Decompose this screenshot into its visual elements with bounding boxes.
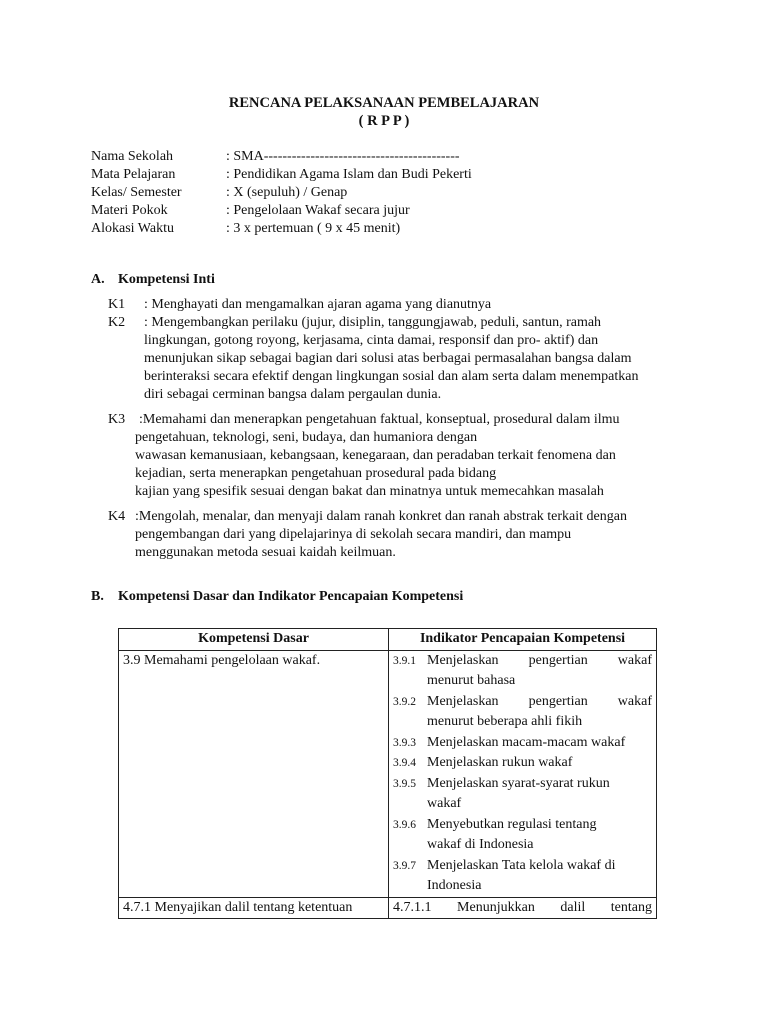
indicator-line: Menjelaskan rukun wakaf xyxy=(427,755,573,770)
indicator-line: Menjelaskan Tata kelola wakaf di xyxy=(427,857,616,873)
indicator-line: Menjelaskan pengertian wakaf xyxy=(427,652,652,668)
info-value: : SMA------------------------------------------ xyxy=(226,149,460,164)
ki-text-line: pengembangan dari yang dipelajarinya di sekolah secara mandiri, dan mampu xyxy=(135,527,572,542)
ki-text-line: : Menghayati dan mengamalkan ajaran agama yang dianutnya xyxy=(144,297,492,312)
indicator-line: wakaf di Indonesia xyxy=(427,837,534,852)
ki-text-line: kajian yang spesifik sesuai dengan bakat dan minatnya untuk memecahkan masalah xyxy=(135,484,604,499)
indicator-cell xyxy=(389,650,657,897)
indicator-line: menurut bahasa xyxy=(427,673,516,688)
column-header: Kompetensi Dasar xyxy=(119,629,389,651)
info-value: : Pendidikan Agama Islam dan Budi Pekerti xyxy=(226,167,472,182)
ki-code: K3 xyxy=(108,412,126,427)
info-value: : Pengelolaan Wakaf secara jujur xyxy=(226,203,410,218)
info-label: Mata Pelajaran xyxy=(91,167,176,182)
indicator-item xyxy=(393,733,652,754)
indicator-item xyxy=(393,856,652,897)
indicator-item xyxy=(393,651,652,692)
indicator-text xyxy=(427,815,652,856)
indicator-item xyxy=(393,815,652,856)
section-title: Kompetensi Inti xyxy=(118,272,215,287)
indicator-line: Indonesia xyxy=(427,878,482,893)
section-title: Kompetensi Dasar dan Indikator Pencapaian Kompetensi xyxy=(118,589,464,604)
indicator-line: 4.7.1.1 Menunjukkan dalil tentang xyxy=(393,899,652,915)
ki-text-line: berinteraksi secara efektif dengan lingkungan sosial dan alam serta dalam menempatkan xyxy=(144,369,639,384)
ki-text-line: wawasan kemanusiaan, kebangsaan, kenegaraan, dan peradaban terkait fenomena dan xyxy=(135,448,616,463)
document-title: RENCANA PELAKSANAAN PEMBELAJARAN xyxy=(228,95,540,111)
indicator-number: 3.9.4 xyxy=(393,757,416,769)
competency-table xyxy=(118,628,657,919)
ki-code: K4 xyxy=(108,509,126,524)
ki-text-line: kejadian, serta menerapkan pengetahuan prosedural pada bidang xyxy=(135,466,497,481)
ki-text-line: : Mengembangkan perilaku (jujur, disiplin, tanggungjawab, peduli, santun, ramah xyxy=(144,315,602,330)
info-label: Materi Pokok xyxy=(91,203,168,218)
indicator-text xyxy=(427,774,652,815)
indicator-item xyxy=(393,692,652,733)
ki-text-line: lingkungan, gotong royong, kerjasama, cinta damai, responsif dan pro- aktif) dan xyxy=(144,333,599,348)
indicator-number: 3.9.3 xyxy=(393,736,416,749)
indicator-text xyxy=(427,733,652,754)
ki-text-line: :Mengolah, menalar, dan menyaji dalam ranah konkret dan ranah abstrak terkait dengan xyxy=(135,509,627,524)
info-label: Alokasi Waktu xyxy=(91,221,174,236)
ki-text-line: menunjukan sikap sebagai bagian dari solusi atas berbagai permasalahan bangsa dalam xyxy=(144,351,632,366)
document-subtitle: ( R P P ) xyxy=(358,113,410,129)
ki-text-line: :Memahami dan menerapkan pengetahuan faktual, konseptual, prosedural dalam ilmu xyxy=(139,412,620,427)
indicator-line: Menyebutkan regulasi tentang xyxy=(427,816,597,832)
info-value: : 3 x pertemuan ( 9 x 45 menit) xyxy=(226,221,401,236)
indicator-line: Menjelaskan pengertian wakaf xyxy=(427,693,652,709)
indicator-line: Menjelaskan syarat-syarat rukun xyxy=(427,775,610,791)
indicator-number: 3.9.1 xyxy=(393,654,416,667)
indicator-number: 3.9.2 xyxy=(393,695,416,708)
indicator-number: 3.9.6 xyxy=(393,818,416,831)
kd-cell: 4.7.1 Menyajikan dalil tentang ketentuan xyxy=(119,897,389,919)
indicator-line: Menjelaskan macam-macam wakaf xyxy=(427,734,626,750)
table-header-row xyxy=(119,629,657,651)
indicator-item xyxy=(393,774,652,815)
ki-text-line: menggunakan metoda sesuai kaidah keilmuan. xyxy=(135,545,396,560)
info-label: Nama Sekolah xyxy=(91,149,174,164)
table-row xyxy=(119,897,657,919)
info-label: Kelas/ Semester xyxy=(91,185,182,200)
table-row xyxy=(119,650,657,897)
indicator-text xyxy=(427,856,652,897)
ki-text-line: diri sebagai cerminan bangsa dalam pergaulan dunia. xyxy=(144,387,442,402)
column-header: Indikator Pencapaian Kompetensi xyxy=(389,629,657,651)
ki-code: K1 xyxy=(108,297,126,312)
indicator-number: 3.9.5 xyxy=(393,777,416,790)
section-b-heading xyxy=(91,588,463,606)
indicator-text xyxy=(427,651,652,692)
indicator-line: menurut beberapa ahli fikih xyxy=(427,714,583,729)
indicator-number: 3.9.7 xyxy=(393,859,416,872)
indicator-item xyxy=(393,753,652,774)
indicator-text xyxy=(427,753,652,774)
indicator-text xyxy=(427,692,652,733)
section-letter: B. xyxy=(91,589,104,604)
indicator-line: wakaf xyxy=(427,796,462,811)
section-a-heading xyxy=(91,271,215,289)
kd-cell: 3.9 Memahami pengelolaan wakaf. xyxy=(119,650,389,897)
indicator-cell xyxy=(389,897,657,919)
section-letter: A. xyxy=(91,272,105,287)
info-value: : X (sepuluh) / Genap xyxy=(226,185,348,200)
ki-text-line: pengetahuan, teknologi, seni, budaya, dan humaniora dengan xyxy=(135,430,478,445)
ki-code: K2 xyxy=(108,315,126,330)
